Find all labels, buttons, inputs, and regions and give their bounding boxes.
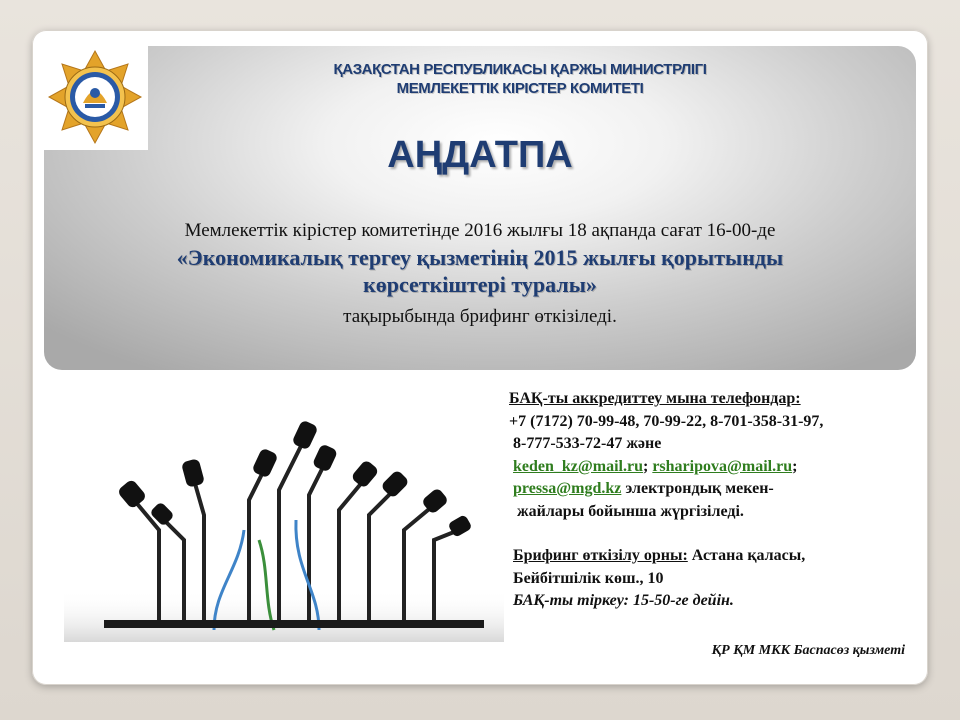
- emails-line3: жайлары бойынша жүргізіледі.: [517, 502, 744, 520]
- briefing-topic: [60, 244, 900, 298]
- accreditation-heading: БАҚ-ты аккредиттеу мына телефондар:: [509, 390, 801, 407]
- committee-name: МЕМЛЕКЕТТІК КІРІСТЕР КОМИТЕТІ: [396, 80, 644, 97]
- announcement-intro: Мемлекеттік кірістер комитетінде 2016 жылғы 18 ақпанда сағат 16-00-де: [184, 220, 776, 241]
- microphones-illustration: [64, 420, 504, 642]
- venue-label: Брифинг өткізілу орны:: [513, 547, 688, 564]
- emails-line: [509, 456, 909, 479]
- press-service-signature: ҚР ҚМ МКК Баспасөз қызметі: [711, 643, 905, 658]
- venue-city: Астана қаласы,: [687, 547, 806, 564]
- contact-info: [509, 388, 909, 613]
- emblem-icon: [46, 48, 144, 146]
- venue-line: [509, 545, 909, 568]
- spacer: [509, 523, 909, 545]
- briefing-topic-line2: көрсеткіштері туралы»: [363, 272, 597, 297]
- phones-line1: +7 (7172) 70-99-48, 70-99-22, 8-701-358-31-97,: [509, 412, 824, 430]
- announcement-note: тақырыбында брифинг өткізіледі.: [343, 306, 617, 327]
- email-separator: ;: [792, 457, 798, 475]
- email-separator: ;: [643, 457, 649, 475]
- registration-time: БАҚ-ты тіркеу: 15-50-ге дейін.: [513, 592, 734, 609]
- phones-line2: 8-777-533-72-47 және: [513, 435, 662, 452]
- ministry-name: ҚАЗАҚСТАН РЕСПУБЛИКАСЫ ҚАРЖЫ МИНИСТРЛІГІ: [333, 61, 707, 78]
- page-title: АҢДАТПА: [387, 134, 573, 176]
- email-link-keden[interactable]: keden_kz@mail.ru: [513, 457, 643, 475]
- briefing-topic-line1: «Экономикалық тергеу қызметінің 2015 жылғы қорытынды: [176, 245, 784, 270]
- emails-line2: [509, 478, 909, 501]
- email-link-rsharipova[interactable]: rsharipova@mail.ru: [652, 457, 793, 475]
- email-suffix: электрондық мекен-: [621, 480, 774, 497]
- venue-address: Бейбітшілік көш., 10: [513, 569, 664, 587]
- email-link-pressa[interactable]: pressa@mgd.kz: [513, 480, 622, 497]
